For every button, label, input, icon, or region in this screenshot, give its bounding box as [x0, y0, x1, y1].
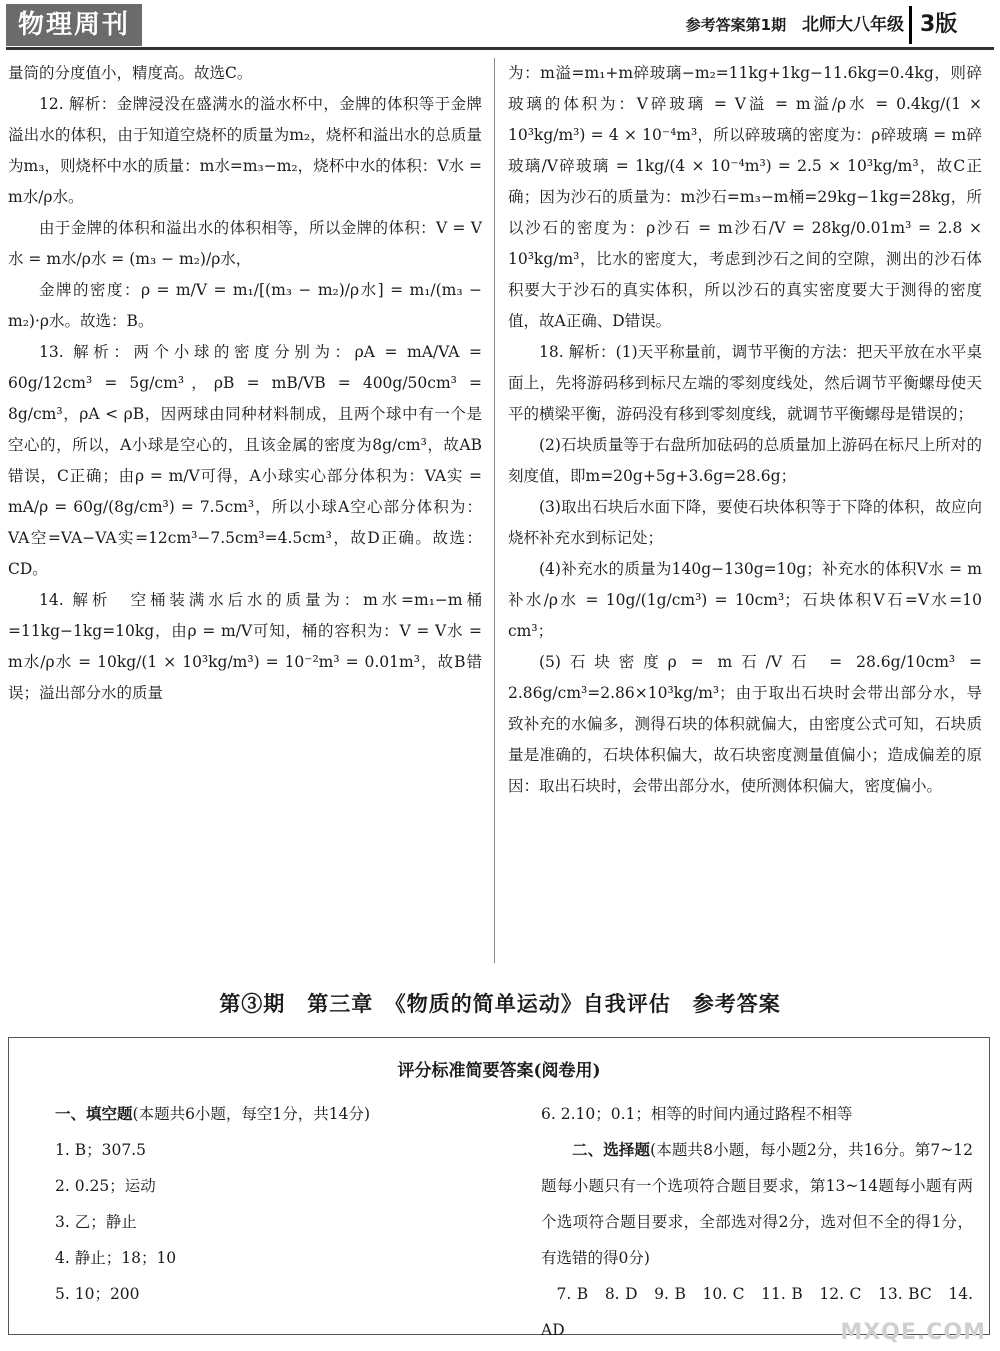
edition-label: 3版: [909, 6, 990, 44]
answer-item: 1. B；307.5: [55, 1141, 146, 1159]
paragraph: 13. 解析：两个小球的密度分别为：ρA = mA/VA = 60g/12cm³ = 5g/cm³，ρB = mB/VB = 400g/50cm³ = 8g/cm³，ρA < ρB，因两球由同种材料制成，且两个球中有一个是空心的，所以，A小球是空心的，且该金属的密度为8g/cm³，故AB错误，C正确；由ρ = m/V可得，A小球实心部分体积为：VA实 = mA/ρ = 60g/(8g/cm³) = 7.5cm³，所以小球A空心部分体积为：VA空=VA−VA实=12cm³−7.5cm³=4.5cm³，故D正确。故选：CD。: [8, 343, 482, 578]
paragraph: 18. 解析：(1)天平称量前，调节平衡的方法：把天平放在水平桌面上，先将游码移到标尺左端的零刻度线处，然后调节平衡螺母使天平的横梁平衡，游码没有移到零刻度线，就调节平衡螺母是错误的；: [508, 343, 982, 423]
right-column: [508, 58, 982, 802]
answer-item: 3. 乙；静止: [55, 1213, 137, 1231]
issue-info: [686, 10, 904, 35]
choice-answers: 7. B 8. D 9. B 10. C 11. B 12. C 13. BC 14. AD: [541, 1285, 973, 1339]
part2-header: [541, 1132, 973, 1276]
part1-heading: 一、填空题: [55, 1104, 133, 1123]
paragraph: 12. 解析：金牌浸没在盛满水的溢水杯中，金牌的体积等于金牌溢出水的体积，由于知道空烧杯的质量为m₂，烧杯和溢出水的总质量为m₃，则烧杯中水的质量：m水=m₃−m₂，烧杯中水的体积：V水 = m水/ρ水。: [8, 95, 482, 206]
paragraph: 为：m溢=m₁+m碎玻璃−m₂=11kg+1kg−11.6kg=0.4kg，则碎玻璃的体积为：V碎玻璃 = V溢 = m溢/ρ水 = 0.4kg/(1 × 10³kg/m³) = 4 × 10⁻⁴m³，所以碎玻璃的密度为：ρ碎玻璃 = m碎玻璃/V碎玻璃 = 1kg/(4 × 10⁻⁴m³) = 2.5 × 10³kg/m³，故C正确；因为沙石的质量为：m沙石=m₃−m桶=29kg−1kg=28kg，所以沙石的密度为：ρ沙石 = m沙石/V = 28kg/0.01m³ = 2.8 × 10³kg/m³，比水的密度大，考虑到沙石之间的空隙，测出的沙石体积要大于沙石的真实体积，所以沙石的真实密度要大于测得的密度值，故A正确、D错误。: [508, 64, 982, 330]
part2-note: (本题共8小题，每小题2分，共16分。第7~12题每小题只有一个选项符合题目要求，第13~14题每小题有两个选项符合题目要求，全部选对得2分，选对但不全的得1分，有选错的得0分): [541, 1141, 973, 1267]
masthead: [0, 0, 1000, 52]
watermark: MXQE.COM: [840, 1320, 986, 1345]
paragraph: (3)取出石块后水面下降，要使石块体积等于下降的体积，故应向烧杯补充水到标记处；: [508, 498, 982, 547]
part1-header: [55, 1096, 495, 1132]
paragraph: 14. 解析 空桶装满水后水的质量为：m水=m₁−m桶=11kg−1kg=10kg，由ρ = m/V可知，桶的容积为：V = V水 = m水/ρ水 = 10kg/(1 × 10³kg/m³) = 10⁻²m³ = 0.01m³，故B错误；溢出部分水的质量: [8, 591, 482, 702]
answer-box: [8, 1037, 990, 1339]
answer-item: 4. 静止；18；10: [55, 1249, 177, 1267]
answer-item: 6. 2.10；0.1；相等的时间内通过路程不相等: [541, 1105, 853, 1123]
paragraph: (2)石块质量等于右盘所加砝码的总质量加上游码在标尺上所对的刻度值，即m=20g+5g+3.6g=28.6g；: [508, 436, 982, 485]
column-divider: [494, 58, 495, 963]
answer-item: 2. 0.25；运动: [55, 1177, 156, 1195]
answer-item: 5. 10；200: [55, 1285, 140, 1303]
answer-box-title: 评分标准简要答案(阅卷用): [397, 1061, 601, 1081]
paragraph: 量筒的分度值小，精度高。故选C。: [8, 64, 253, 82]
paragraph: (4)补充水的质量为140g−130g=10g；补充水的体积V水 = m补水/ρ水 = 10g/(1g/cm³) = 10cm³；石块体积V石=V水=10 cm³；: [508, 560, 982, 640]
newspaper-logo: 物理周刊: [6, 4, 142, 46]
grade-label: 北师大八年级: [802, 15, 904, 35]
answer-box-left: [55, 1096, 495, 1312]
part1-note: (本题共6小题，每空1分，共14分): [132, 1105, 371, 1123]
section-title: 第③期 第三章 《物质的简单运动》自我评估 参考答案: [219, 991, 781, 1016]
paragraph: 金牌的密度：ρ = m/V = m₁/[(m₃ − m₂)/ρ水] = m₁/(m₃ − m₂)·ρ水。故选：B。: [8, 281, 482, 330]
header-rule: [6, 47, 994, 50]
part2-heading: 二、选择题: [572, 1140, 651, 1159]
paragraph: (5)石块密度ρ = m石/V石 = 28.6g/10cm³ = 2.86g/cm³=2.86×10³kg/m³；由于取出石块时会带出部分水，导致补充的水偏多，测得石块的体积就偏大，由密度公式可知，石块质量是准确的，石块体积偏大，故石块密度测量值偏小；造成偏差的原因：取出石块时，会带出部分水，使所测体积偏大，密度偏小。: [508, 653, 982, 795]
paragraph: 由于金牌的体积和溢出水的体积相等，所以金牌的体积：V = V水 = m水/ρ水 = (m₃ − m₂)/ρ水，: [8, 219, 482, 268]
answer-box-right: [541, 1096, 973, 1348]
issue-ref: 参考答案第1期: [685, 16, 787, 34]
left-column: [8, 58, 482, 709]
